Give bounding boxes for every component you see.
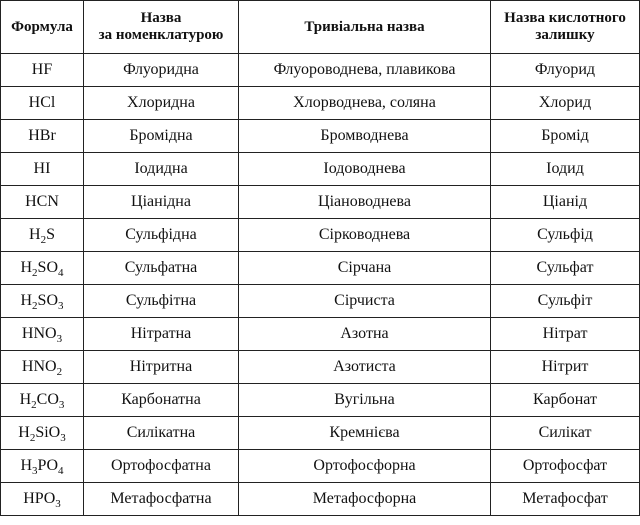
header-residue-line1: Назва кислотного <box>504 10 626 26</box>
formula-part: HI <box>33 160 51 177</box>
residue-cell: Сульфат <box>491 252 640 285</box>
table-row <box>1 54 640 87</box>
nomenclature-cell: Метафосфатна <box>84 483 239 516</box>
trivial-cell: Ціановоднева <box>239 186 491 219</box>
nomenclature-cell: Флуоридна <box>84 54 239 87</box>
nomenclature-cell: Іодидна <box>84 153 239 186</box>
residue-cell: Карбонат <box>491 384 640 417</box>
nomenclature-cell: Сульфідна <box>84 219 239 252</box>
nomenclature-cell: Сульфітна <box>84 285 239 318</box>
header-residue <box>491 1 640 54</box>
nomenclature-cell: Ортофосфатна <box>84 450 239 483</box>
trivial-cell: Сірчана <box>239 252 491 285</box>
formula-part: CO <box>36 391 59 408</box>
table-row <box>1 186 640 219</box>
header-nomenclature-line1: Назва <box>140 10 182 26</box>
nomenclature-cell: Ціанідна <box>84 186 239 219</box>
nomenclature-cell: Сульфатна <box>84 252 239 285</box>
residue-cell: Флуорид <box>491 54 640 87</box>
header-residue-line2: залишку <box>535 27 595 43</box>
header-row <box>1 1 640 54</box>
trivial-cell: Бромводнева <box>239 120 491 153</box>
formula-cell <box>1 87 84 120</box>
formula-cell <box>1 120 84 153</box>
trivial-cell: Іодоводнева <box>239 153 491 186</box>
trivial-cell: Флуороводнева, плавикова <box>239 54 491 87</box>
formula-subscript: 2 <box>40 234 47 246</box>
formula-part: PO <box>37 457 58 474</box>
formula-subscript: 2 <box>29 432 36 444</box>
table-row <box>1 120 640 153</box>
nomenclature-cell: Нітритна <box>84 351 239 384</box>
formula-cell <box>1 153 84 186</box>
residue-cell: Ортофосфат <box>491 450 640 483</box>
formula-cell <box>1 186 84 219</box>
nomenclature-cell: Силікатна <box>84 417 239 450</box>
formula-part: H <box>20 457 33 474</box>
formula-cell <box>1 351 84 384</box>
formula-cell <box>1 417 84 450</box>
formula-part: SO <box>37 292 58 309</box>
table-row <box>1 252 640 285</box>
header-formula: Формула <box>1 1 84 54</box>
residue-cell: Хлорид <box>491 87 640 120</box>
table-row <box>1 450 640 483</box>
nomenclature-cell: Хлоридна <box>84 87 239 120</box>
formula-subscript: 3 <box>58 399 65 411</box>
header-trivial: Тривіальна назва <box>239 1 491 54</box>
residue-cell: Сульфід <box>491 219 640 252</box>
formula-subscript: 3 <box>60 432 66 444</box>
trivial-cell: Сірководнева <box>239 219 491 252</box>
formula-part: HCN <box>25 193 59 210</box>
formula-subscript: 2 <box>31 399 37 411</box>
trivial-cell: Кремнієва <box>239 417 491 450</box>
formula-subscript: 3 <box>32 465 38 477</box>
nomenclature-cell: Бромідна <box>84 120 239 153</box>
residue-cell: Силікат <box>491 417 640 450</box>
table-body <box>1 54 640 516</box>
table-row <box>1 384 640 417</box>
formula-part: H <box>18 424 30 441</box>
residue-cell: Сульфіт <box>491 285 640 318</box>
formula-part: H <box>20 292 33 309</box>
formula-part: SO <box>37 259 58 276</box>
trivial-cell: Хлорводнева, соляна <box>239 87 491 120</box>
residue-cell: Іодид <box>491 153 640 186</box>
formula-part: H <box>19 391 32 408</box>
trivial-cell: Ортофосфорна <box>239 450 491 483</box>
formula-subscript: 2 <box>32 267 38 279</box>
residue-cell: Метафосфат <box>491 483 640 516</box>
table-row <box>1 153 640 186</box>
table-row <box>1 285 640 318</box>
formula-part: H <box>20 259 33 276</box>
formula-subscript: 3 <box>58 300 64 312</box>
formula-cell <box>1 252 84 285</box>
table-row <box>1 351 640 384</box>
header-nomenclature-line2: за номенклатурою <box>98 27 224 43</box>
table-row <box>1 417 640 450</box>
formula-part: SiO <box>35 424 61 441</box>
formula-part: HPO <box>23 490 56 507</box>
formula-part: HF <box>31 61 53 78</box>
formula-part: H <box>29 226 41 243</box>
formula-subscript: 2 <box>56 366 63 378</box>
table-row <box>1 219 640 252</box>
header-nomenclature <box>84 1 239 54</box>
trivial-cell: Сірчиста <box>239 285 491 318</box>
formula-cell <box>1 483 84 516</box>
residue-cell: Ціанід <box>491 186 640 219</box>
formula-subscript: 4 <box>58 267 64 279</box>
formula-cell <box>1 285 84 318</box>
residue-cell: Нітрат <box>491 318 640 351</box>
trivial-cell: Азотна <box>239 318 491 351</box>
trivial-cell: Азотиста <box>239 351 491 384</box>
nomenclature-cell: Карбонатна <box>84 384 239 417</box>
table-row <box>1 318 640 351</box>
formula-part: HCl <box>28 94 56 111</box>
nomenclature-cell: Нітратна <box>84 318 239 351</box>
formula-subscript: 3 <box>56 333 63 345</box>
formula-cell <box>1 450 84 483</box>
formula-cell <box>1 384 84 417</box>
formula-part: HNO <box>21 325 57 342</box>
formula-part: S <box>46 226 55 243</box>
formula-subscript: 3 <box>55 498 61 510</box>
formula-part: HBr <box>28 127 56 144</box>
residue-cell: Бромід <box>491 120 640 153</box>
table-row <box>1 87 640 120</box>
formula-subscript: 2 <box>32 300 38 312</box>
formula-part: HNO <box>21 358 57 375</box>
trivial-cell: Вугільна <box>239 384 491 417</box>
trivial-cell: Метафосфорна <box>239 483 491 516</box>
formula-subscript: 4 <box>58 465 64 477</box>
formula-cell <box>1 54 84 87</box>
formula-cell <box>1 219 84 252</box>
residue-cell: Нітрит <box>491 351 640 384</box>
formula-cell <box>1 318 84 351</box>
table-row <box>1 483 640 516</box>
